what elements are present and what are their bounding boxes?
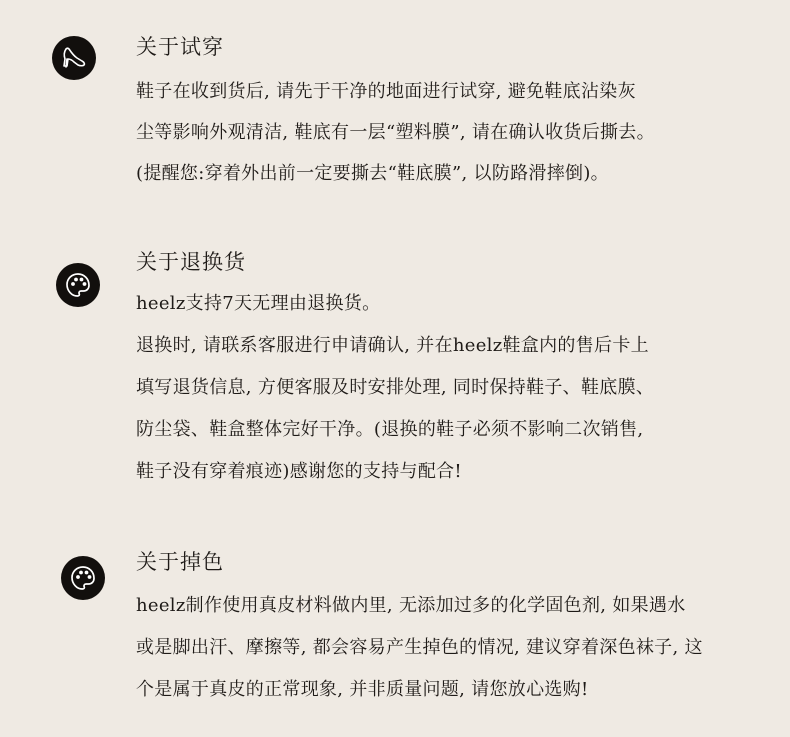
body-line: 退换时, 请联系客服进行申请确认, 并在heelz鞋盒内的售后卡上: [136, 335, 649, 356]
section-body: [136, 592, 776, 718]
body-line: 或是脚出汗、摩擦等, 都会容易产生掉色的情况, 建议穿着深色袜子, 这: [136, 637, 703, 658]
body-line: (提醒您:穿着外出前一定要撕去“鞋底膜”, 以防路滑摔倒)。: [136, 163, 609, 184]
section-body: [136, 78, 776, 201]
palette-icon: [56, 263, 100, 307]
high-heel-shoe-icon: [52, 36, 96, 80]
body-line: heelz制作使用真皮材料做内里, 无添加过多的化学固色剂, 如果遇水: [136, 595, 686, 616]
body-line: heelz支持7天无理由退换货。: [136, 293, 381, 314]
section-title: 关于掉色: [136, 550, 224, 574]
body-line: 防尘袋、鞋盒整体完好干净。(退换的鞋子必须不影响二次销售,: [136, 419, 644, 440]
body-line: 鞋子没有穿着痕迹)感谢您的支持与配合!: [136, 461, 462, 482]
palette-icon: [61, 556, 105, 600]
body-line: 鞋子在收到货后, 请先于干净的地面进行试穿, 避免鞋底沾染灰: [136, 81, 636, 102]
body-line: 尘等影响外观清洁, 鞋底有一层“塑料膜”, 请在确认收货后撕去。: [136, 122, 655, 143]
section-title: 关于退换货: [136, 250, 246, 274]
body-line: 个是属于真皮的正常现象, 并非质量问题, 请您放心选购!: [136, 679, 589, 700]
section-title: 关于试穿: [136, 35, 224, 59]
section-body: [136, 290, 776, 500]
body-line: 填写退货信息, 方便客服及时安排处理, 同时保持鞋子、鞋底膜、: [136, 377, 655, 398]
